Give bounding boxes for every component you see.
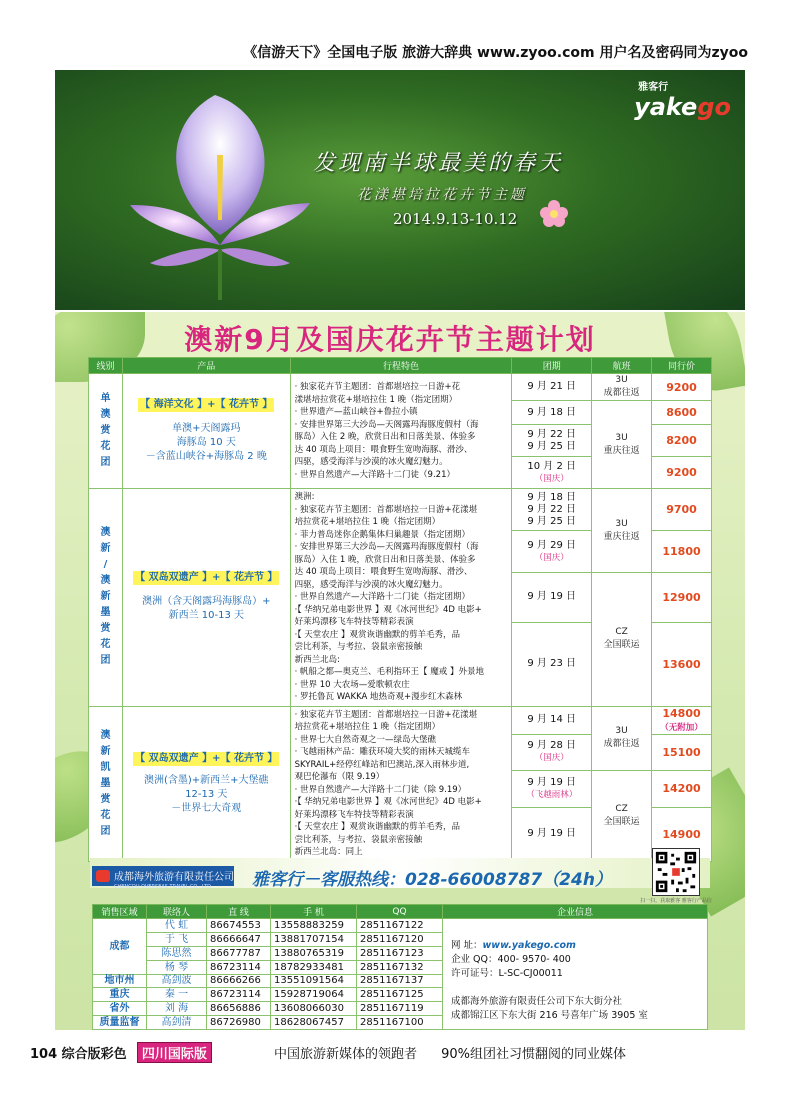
hotline-text: 雅客行－客服热线：028-66008787（24h） — [252, 870, 612, 890]
table-row — [89, 489, 712, 531]
hero-banner — [55, 70, 745, 310]
plan-title: 澳新9月及国庆花卉节主题计划 — [184, 323, 596, 356]
sales-region: 地市州 — [93, 974, 147, 988]
edition-badge: 四川国际版 — [137, 1042, 212, 1063]
sales-region: 重庆 — [93, 988, 147, 1002]
phone-number: 86723114 — [207, 988, 271, 1002]
price-cell: 8200 — [652, 425, 712, 457]
header-cell: 团期 — [512, 358, 592, 374]
header-cell: 直 线 — [207, 905, 271, 919]
banner-dates: 2014.9.13-10.12 — [393, 210, 518, 228]
header-cell: 产品 — [122, 358, 290, 374]
price-cell: 9700 — [652, 489, 712, 531]
mobile-number: 13558883259 — [271, 919, 357, 933]
mobile-number: 18628067457 — [271, 1016, 357, 1030]
header-cell: 手 机 — [271, 905, 357, 919]
yakego-logo: 雅客行 yakego — [634, 82, 731, 121]
qq-number: 2851167120 — [357, 932, 443, 946]
flight-cell: 3U 重庆往返 — [592, 401, 652, 489]
sales-region: 省外 — [93, 1002, 147, 1016]
company-info: 网 址：www.yakego.com 企业 QQ：400- 9570- 400 许可证号：L-SC-CJ00011 成都海外旅游有限责任公司下东大街分社 成都锦江区下东大街 216 号喜年广场 3905 室 — [443, 919, 708, 1030]
header-cell: 销售区域 — [93, 905, 147, 919]
header-cell: 同行价 — [652, 358, 712, 374]
qq-number: 2851167137 — [357, 974, 443, 988]
price-cell: 9200 — [652, 374, 712, 401]
contact-name: 高剑波 — [147, 974, 207, 988]
phone-number: 86677787 — [207, 946, 271, 960]
header-cell: 联络人 — [147, 905, 207, 919]
itinerary-cell: 澳洲: · 独家花卉节主题团：首都堪培拉一日游+花漾堪 培拉赏花+堪培拉住 1 晚（指定团期） · 菲力普岛迷你企鹅集体归巢趣景（指定团期） · 安排世界第三大沙岛—天阁露玛海豚度假村（海 豚岛）入住 1 晚，欣赏日出和日落美景、体验多 达 40 项岛上项目：喂食野生宽吻海豚、滑沙、 四驱，感受海洋与沙漠的冰火魔幻魅力。 · 世界自然遗产—大洋路十二门徒（指定团期） ·【 华纳兄弟电影世界 】观《冰河世纪》4D 电影+ 好莱坞漂移飞车特技等精彩表演 ·【 天堂农庄 】观赏诙谐幽默的剪羊毛秀，品 尝比利茶，与考拉、袋鼠亲密接触 新西兰北岛: · 帆船之都—奥克兰、毛利指环王【 魔戒 】外景地 · 世界 10 大农场—爱歌顿农庄 · 罗托鲁瓦 WAKKA 地热奇观+漫步红木森林 — [290, 489, 512, 707]
departure-date: 10 月 2 日 （国庆） — [512, 457, 592, 489]
pink-flower-icon — [537, 198, 571, 228]
departure-date: 9 月 19 日 （飞越雨林） — [512, 770, 592, 807]
sales-region: 质量监督 — [93, 1016, 147, 1030]
contact-name: 高剑清 — [147, 1016, 207, 1030]
route-name-cell: 澳 新 凯 墨 赏 花 团 — [89, 706, 123, 861]
contact-name: 陈思然 — [147, 946, 207, 960]
price-cell: 13600 — [652, 622, 712, 706]
qr-code-icon[interactable] — [652, 848, 700, 896]
price-cell: 14200 — [652, 770, 712, 807]
mobile-number: 13551091564 — [271, 974, 357, 988]
table-row — [89, 706, 712, 734]
contact-name: 杨 琴 — [147, 960, 207, 974]
flight-cell: 3U 成都往返 — [592, 374, 652, 401]
contact-name: 于 飞 — [147, 932, 207, 946]
banner-headline: 发现南半球最美的春天 — [313, 151, 564, 176]
departure-date: 9 月 23 日 — [512, 622, 592, 706]
header-cell: QQ — [357, 905, 443, 919]
departure-date: 9 月 28 日 （国庆） — [512, 734, 592, 770]
contact-name: 刘 海 — [147, 1002, 207, 1016]
departure-date: 9 月 18 日 — [512, 401, 592, 425]
mobile-number: 13880765319 — [271, 946, 357, 960]
itinerary-cell: · 独家花卉节主题团：首都堪培拉一日游+花漾堪 培拉赏花+堪培拉住 1 晚（指定团期） · 世界七大自然奇观之一—绿岛大堡礁 · 飞越雨林产品：雕获环境大奖的雨林天城缆车 SKYRAIL+经停红峰站和巴澳站,深入雨林步道, 观巴伦瀑布（限 9.19） · 世界自然遗产—大洋路十二门徒（除 9.19） ·【 华纳兄弟电影世界 】观《冰河世纪》4D 电影+ 好莱坞漂移飞车特技等精彩表演 ·【 天堂农庄 】观赏诙谐幽默的剪羊毛秀，品 尝比利茶，与考拉、袋鼠亲密接触 新西兰北岛：同上 — [290, 706, 512, 861]
calla-lily-illustration — [125, 85, 315, 300]
product-cell: 【 双岛双遗产 】+【 花卉节 】 澳洲（含天阁露玛海豚岛）+ 新西兰 10-13 天 — [122, 489, 290, 707]
price-cell: 8600 — [652, 401, 712, 425]
header-cell: 航班 — [592, 358, 652, 374]
header-cell: 线别 — [89, 358, 123, 374]
departure-date: 9 月 22 日 9 月 25 日 — [512, 425, 592, 457]
agency-logo: 成都海外旅游有限责任公司 CHENGDU OVERSEAS TRAVEL CO., LTD — [92, 866, 234, 886]
mobile-number: 13881707154 — [271, 932, 357, 946]
qq-number: 2851167125 — [357, 988, 443, 1002]
website-link[interactable]: www.yakego.com — [482, 940, 576, 951]
banner-subhead: 花漾堪培拉花卉节主题 — [357, 187, 527, 203]
phone-number: 86726980 — [207, 1016, 271, 1030]
sales-region: 成都 — [93, 919, 147, 975]
phone-number: 86666266 — [207, 974, 271, 988]
mobile-number: 18782933481 — [271, 960, 357, 974]
flight-cell: 3U 重庆往返 — [592, 489, 652, 573]
price-cell: 9200 — [652, 457, 712, 489]
price-cell: 12900 — [652, 573, 712, 623]
departure-date: 9 月 19 日 — [512, 573, 592, 623]
flight-cell: CZ 全国联运 — [592, 770, 652, 861]
flight-cell: CZ 全国联运 — [592, 573, 652, 707]
product-cell: 【 双岛双遗产 】+【 花卉节 】 澳洲(含墨)+新西兰+大堡礁 12-13 天 －世界七大奇观 — [122, 706, 290, 861]
qq-number: 2851167119 — [357, 1002, 443, 1016]
top-banner-text: 《信游天下》全国电子版 旅游大辞典 www.zyoo.com 用户名及密码同为zyoo — [243, 45, 748, 61]
phone-number: 86656886 — [207, 1002, 271, 1016]
footer-slogan: 90%组团社习惯翻阅的同业媒体 — [441, 1047, 627, 1062]
mobile-number: 15928719064 — [271, 988, 357, 1002]
page-number: 104 综合版彩色 — [30, 1047, 127, 1062]
itinerary-table — [88, 357, 712, 862]
product-cell: 【 海洋文化 】+【 花卉节 】 单澳+天阁露玛 海豚岛 10 天 －含蓝山峡谷+海豚岛 2 晚 — [122, 374, 290, 489]
route-name-cell: 澳 新 / 澳 新 墨 赏 花 团 — [89, 489, 123, 707]
table-row — [93, 919, 708, 933]
price-cell: 14900 — [652, 807, 712, 861]
departure-date: 9 月 29 日 （国庆） — [512, 531, 592, 573]
qq-number: 2851167132 — [357, 960, 443, 974]
departure-date: 9 月 19 日 — [512, 807, 592, 861]
table-header-row — [89, 358, 712, 374]
table-row — [89, 374, 712, 401]
header-cell: 行程特色 — [290, 358, 512, 374]
sales-contacts-table — [92, 904, 708, 1030]
qq-number: 2851167123 — [357, 946, 443, 960]
price-cell: 14800 （无附加） — [652, 706, 712, 734]
qq-number: 2851167122 — [357, 919, 443, 933]
price-cell: 11800 — [652, 531, 712, 573]
page-footer — [30, 1042, 770, 1064]
itinerary-cell: · 独家花卉节主题团：首都堪培拉一日游+花 漾堪培拉赏花+堪培拉住 1 晚（指定团期） · 世界遗产—蓝山峡谷+鲁拉小镇 · 安排世界第三大沙岛—天阁露玛海豚度假村（海 豚岛）入住 2 晚，欣赏日出和日落美景、体验多 达 40 项岛上项目：喂食野生宽吻海豚、滑沙、 四驱，感受海洋与沙漠的冰火魔幻魅力。 · 世界自然遗产—大洋路十二门徒（9.21） — [290, 374, 512, 489]
agency-mark-icon — [96, 870, 110, 882]
mobile-number: 13608066030 — [271, 1002, 357, 1016]
departure-date: 9 月 18 日 9 月 22 日 9 月 25 日 — [512, 489, 592, 531]
phone-number: 86666647 — [207, 932, 271, 946]
departure-date: 9 月 21 日 — [512, 374, 592, 401]
phone-number: 86674553 — [207, 919, 271, 933]
contact-name: 代 虹 — [147, 919, 207, 933]
qr-caption: 扫一扫，获取雅客 雅客行产品信 — [640, 898, 712, 904]
contact-name: 秦 一 — [147, 988, 207, 1002]
header-cell: 企业信息 — [443, 905, 708, 919]
route-name-cell: 单 澳 赏 花 团 — [89, 374, 123, 489]
footer-slogan: 中国旅游新媒体的领跑者 — [273, 1047, 417, 1062]
table-header-row — [93, 905, 708, 919]
price-cell: 15100 — [652, 734, 712, 770]
flight-cell: 3U 成都往返 — [592, 706, 652, 770]
departure-date: 9 月 14 日 — [512, 706, 592, 734]
phone-number: 86723114 — [207, 960, 271, 974]
qq-number: 2851167100 — [357, 1016, 443, 1030]
